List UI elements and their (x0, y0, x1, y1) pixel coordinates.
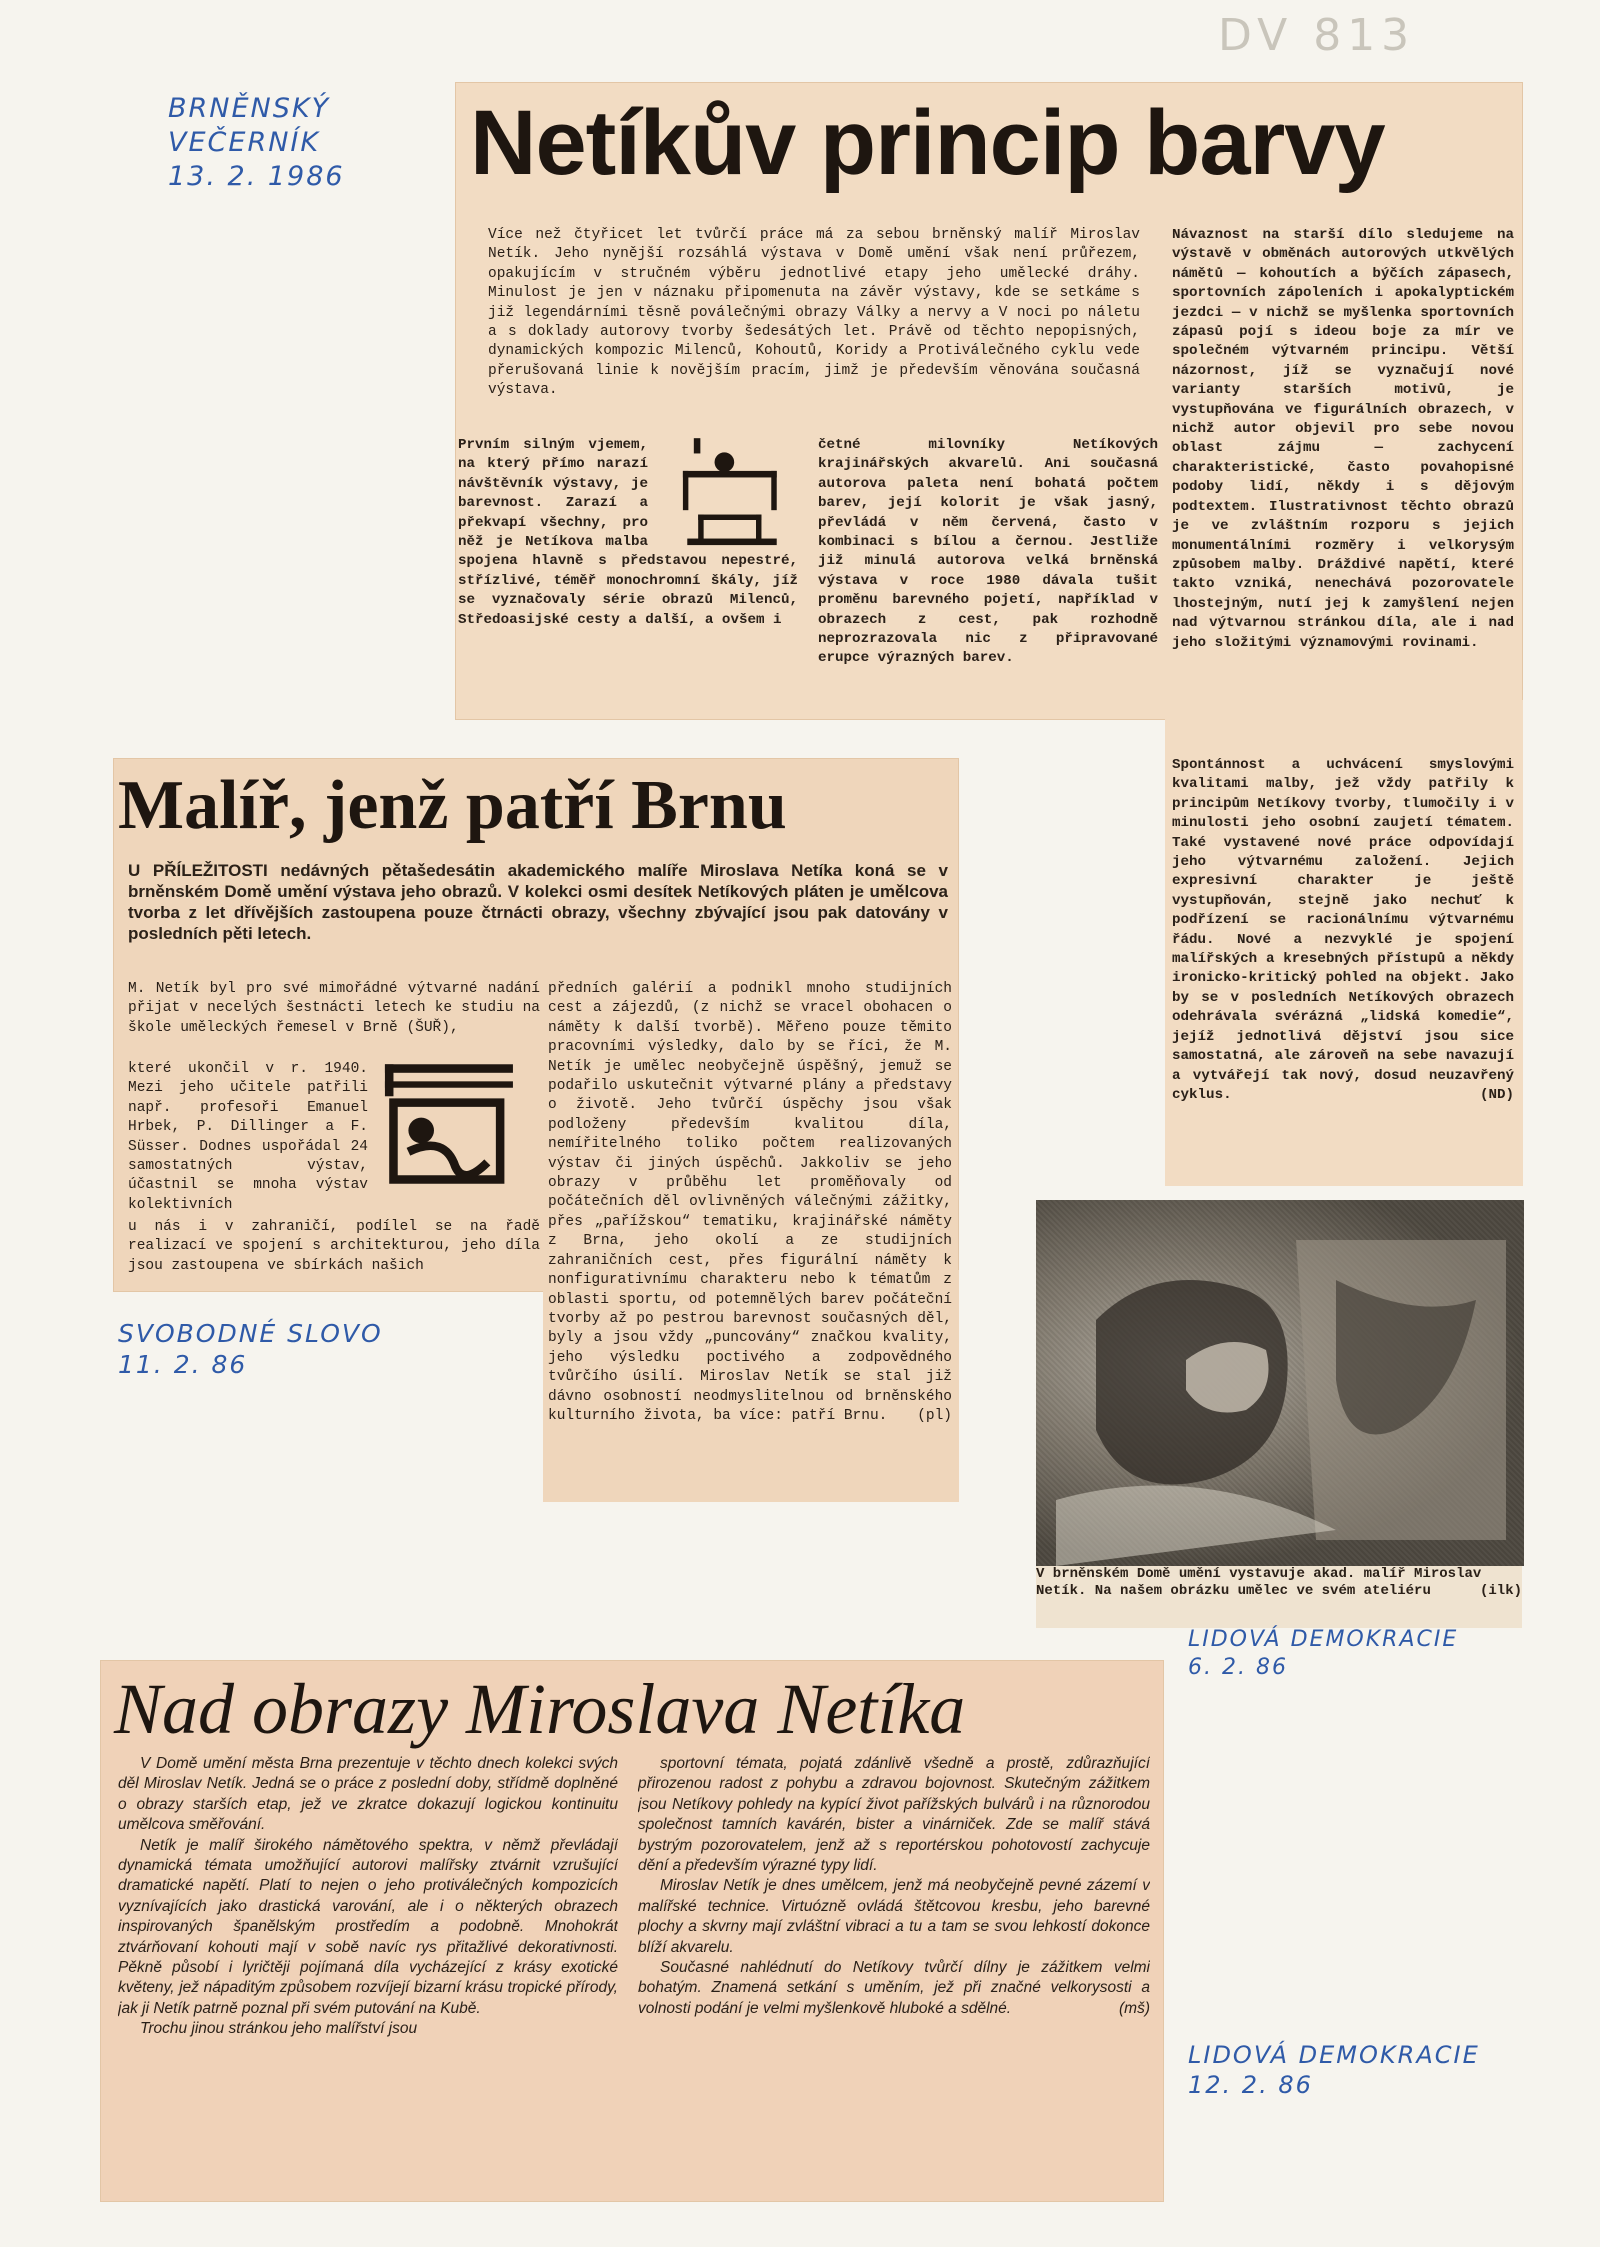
article3-paragraph: sportovní témata, pojatá zdánlivě všedně a prostě, zdůrazňující přirozenou radost z pohybu a zdravou bojovnost. Skutečným zážitkem jsou Netíkovy pohledy na kypící život pařížských bulvárů i na různorodou společnost tamních kavárén, bister a vinárniček. Zde se malíř stává bystrým pozorovatelem, jenž až s reportérskou pohotovostí zachycuje dění a především výrazné typy lidí. (638, 1755, 1150, 1875)
article2-logo-icon (380, 1060, 520, 1188)
pencil-archive-mark: DV 813 (1218, 10, 1416, 61)
article1-column-c: Návaznost na starší dílo sledujeme na výstavě v obměnách autorových utkvělých námětů — kohoutích a býčích zápasech, sportovních zápoleních i apokalyptickém jezdci — v nichž se myšlenka sportovních zápasů pojí s ideou boje za mír ve společném výtvarném principu. Větší názornost, jíž se vyznačují nové varianty starších motivů, je vystupňována ve figurálních obrazech, v nichž autor objevil pro sebe novou oblast zájmu — zachycení charakteristické, často povahopisné podoby lidí, někdy i s dějovým podtextem. Ilustrativnost těchto obrazů je ve zvláštním rozporu s jejich monumentálními rozměry i velkorysým způsobem malby. Dráždivé napětí, které takto vzniká, nenechává pozorovatele lhostejným, nutí jej k zamyšlení nejen nad výtvarnou stránkou díla, ale i nad jeho složitými významovými rovinami. (1172, 227, 1514, 651)
article1-intro: Více než čtyřicet let tvůrčí práce má za sebou brněnský malíř Miroslav Netík. Jeho nynější rozsáhlá výstava v Domě umění však není průřezem, opakujícím v stručném výběru jednotlivé etapy jeho umělecké dráhy. Minulost je jen v náznaku připomenuta na závěr výstavy, kde se setkáme s již legendárními těsně poválečnými obrazy Války a nervy a V noci po náletu a s doklady autorovy tvorby šedesátých let. Právě od těchto nepopisných, dynamických kompozic Milenců, Kohoutů, Koridy a Protiválečného cyklu vede přerušovaná linie k novějším pracím, jimž je především věnována současná výstava. (488, 227, 1140, 399)
article2-column-a-end: u nás i v zahraničí, podílel se na řadě realizací ve spojení s architekturou, jeho díla jsou zastoupena ve sbírkách našich (128, 1219, 540, 1274)
handwritten-source-note-3 (1188, 1626, 1458, 1681)
article2-column-b-text: předních galérií a podnikl mnoho studijních cest a zájezdů, (z nichž se vracel obohacen o náměty k další tvorbě). Měřeno pouze těmito pracovními výsledky, dalo by se říci, že M. Netík je umělec neobyčejně úspěšný, jemuž se podařilo uskutečnit výtvarné plány a představy o životě. Jeho tvůrčí úspěchy jsou však podloženy především kvalitou díla, nemířitelného toliko počtem realizovaných výstav či jiných úspěchů. Jakkoliv se jeho obrazy v průběhu let proměňovaly od počátečních děl ovlivněných válečnými zážitky, přes „pařížskou“ tematiku, krajinářské náměty z Brna, jeho okolí a ze studijních zahraničních cest, přes figurální náměty k nonfigurativnímu charakteru nebo k tématům z oblasti sportu, od potemnělých barev počáteční tvorby až po pestrou barevnost současných děl, byly a jsou vždy „puncovány“ značkou kvality, jeho výsledku poctivého a zodpovědného tvůrčího úsilí. Miroslav Netík se stal již dávno osobností neodmyslitelnou od brněnského kulturního života, ba více: patří Brnu. (548, 981, 952, 1424)
article3-paragraph: Netík je malíř širokého námětového spektra, v němž převládají dynamická témata umožňující autorovi malířsky ztvárnit vzrušující dramatické napětí. Platí to nejen o jeho protiválečných kompozicích vyznívajících jako drastická varování, ale i o některých obrazech inspirovaných španělským prostředím a podobně. Mnohokrát ztvárňovaní kohouti mají v sobě navíc rys přitažlivé dekorativnosti. Pěkně působí i lyričtěji pojímaná díla vycházející z krásy exotické květeny, jež nápaditým způsobem rozvíjejí bizarní krásu tropické přírody, jak ji Netík patrně poznal při svém putování na Kubě. (118, 1836, 618, 2017)
article2-column-a-mid: které ukončil v r. 1940. Mezi jeho učitele patřili např. profesoři Emanuel Hrbek, P. Dillinger a F. Süsser. Dodnes uspořádal 24 samostatných výstav, účastnil se mnoha výstav kolektivních (128, 1061, 368, 1213)
article2-column-b (548, 980, 952, 1492)
note-line: VEČERNÍK (168, 126, 321, 158)
photo-shapes (1036, 1200, 1524, 1566)
note-line: 6. 2. 86 (1188, 1654, 1288, 1680)
article2-lead: U PŘÍLEŽITOSTI nedávných pětašedesátin akademického malíře Miroslava Netíka koná se v brněnském Domě umění výstava jeho obrazů. V kolekci osmi desítek Netíkových pláten je umělcova tvorba z let dřívějších zastoupena pouze čtrnácti obrazy, všechny zbývající jsou pak datovány v posledních pěti letech. (128, 861, 948, 943)
note-line: 12. 2. 86 (1188, 2071, 1313, 2099)
article1-signature: (ND) (1479, 1086, 1514, 1103)
note-line: BRNĚNSKÝ (168, 93, 331, 124)
article3-column-b (638, 1754, 1150, 2194)
artist-studio-photo (1036, 1200, 1524, 1566)
article1-headline: Netíkův princip barvy (470, 92, 1385, 194)
article1-column-d-text: Spontánnost a uchvácení smyslovými kvalitami malby, jež vždy patřily k principům Netíkovy tvorby, tlumočily i v minulosti jeho osobní zaujetí tématem. Také vystavené nové práce odpovídají jeho výtvarnému založení. Jejich expresivní charakter je ještě vystupňován, stejně jako nechuť k podřízení se racionálnímu výtvarnému řádu. Nové a nezvyklé je spojení malířských a kresebných přístupů a někdy ironicko-kritický pohled na objekt. Jako by se v posledních Netíkových obrazech odehrávala svérázná „lidská komedie“, jejíž jednotlivá dějství jsou sice samostatná, ale zároveň na sebe navazují a vytvářejí tak nový, dosud neuzavřený cyklus. (1172, 757, 1514, 1103)
handwritten-source-note-2 (118, 1318, 383, 1381)
note-line: LIDOVÁ DEMOKRACIE (1188, 1627, 1459, 1652)
article3-headline: Nad obrazy Miroslava Netíka (114, 1669, 966, 1749)
article3-signature: (mš) (1119, 1999, 1150, 2017)
article1-column-a-text: Prvním silným vjemem, na který přímo narazí návštěvník výstavy, je barevnost. Zarazí a překvapí všechny, pro něž je Netíkova malba spojena hlavně s představou nepestré, střízlivé, téměř monochromní škály, jíž se vyznačovaly série obrazů Milenců, Středoasijské cesty a další, a ovšem i (458, 437, 798, 628)
article2-signature: (pl) (917, 1407, 952, 1424)
article2-column-a-top: M. Netík byl pro své mimořádné výtvarné nadání přijat v necelých šestnácti letech ke studiu na škole uměleckých řemesel v Brně (ŠUŘ), (128, 981, 540, 1036)
article3-paragraph-text: Současné nahlédnutí do Netíkovy tvůrčí dílny je zážitkem velmi bohatým. Znamená setkání s uměním, jež při značné velkorysosti a volnosti podání je velmi myšlenkově hluboké a sdělné. (638, 1959, 1150, 2017)
handwritten-source-note-1 (168, 92, 345, 193)
note-line: 13. 2. 1986 (168, 160, 345, 192)
note-line: LIDOVÁ DEMOKRACIE (1188, 2041, 1480, 2069)
photo-caption-text: V brněnském Domě umění vystavuje akad. malíř Miroslav Netík. Na našem obrázku umělec ve svém ateliéru (1036, 1566, 1482, 1599)
note-line: SVOBODNÉ SLOVO (118, 1319, 383, 1348)
note-line: 11. 2. 86 (118, 1350, 248, 1380)
article3-paragraph (638, 1958, 1150, 2019)
article1-column-d (1172, 756, 1514, 1176)
article3-paragraph: Trochu jinou stránkou jeho malířství jsou (140, 2020, 418, 2038)
article3-paragraph: Miroslav Netík je dnes umělcem, jenž má neobyčejně pevné zázemí v malířské technice. Virtuózně ovládá štětcovou kresbu, jeho barevné plochy a skvrny mají zvláštní vibraci a tu a tam se svou lehkostí dokonce blíží akvarelu. (638, 1877, 1150, 1956)
article1-logo-icon (672, 436, 792, 556)
photo-caption (1036, 1566, 1522, 1628)
photo-credit: (ilk) (1479, 1583, 1522, 1599)
article1-column-b: četné milovníky Netíkových krajinářských akvarelů. Ani současná autorova paleta není bohatá počtem barev, její kolorit je však jasný, převládá v něm červená, často v kombinaci s bílou a černou. Jestliže již minulá autorova velká brněnská výstava v roce 1980 dávala tušit proměnu barevného pojetí, například v obrazech z cest, pak rozhodně neprozrazovala nic z připravované erupce výrazných barev. (818, 437, 1158, 667)
article2-headline: Malíř, jenž patří Brnu (118, 767, 787, 844)
article3-paragraph: V Domě umění města Brna prezentuje v těchto dnech kolekci svých děl Miroslav Netík. Jedná se o práce z poslední doby, střídmě doplněné o obrazy starších etap, jež ve zkratce dokazují logickou kontinuitu umělcova směřování. (118, 1755, 618, 1834)
article3-column-a (118, 1754, 618, 2194)
handwritten-source-note-4 (1188, 2040, 1480, 2100)
